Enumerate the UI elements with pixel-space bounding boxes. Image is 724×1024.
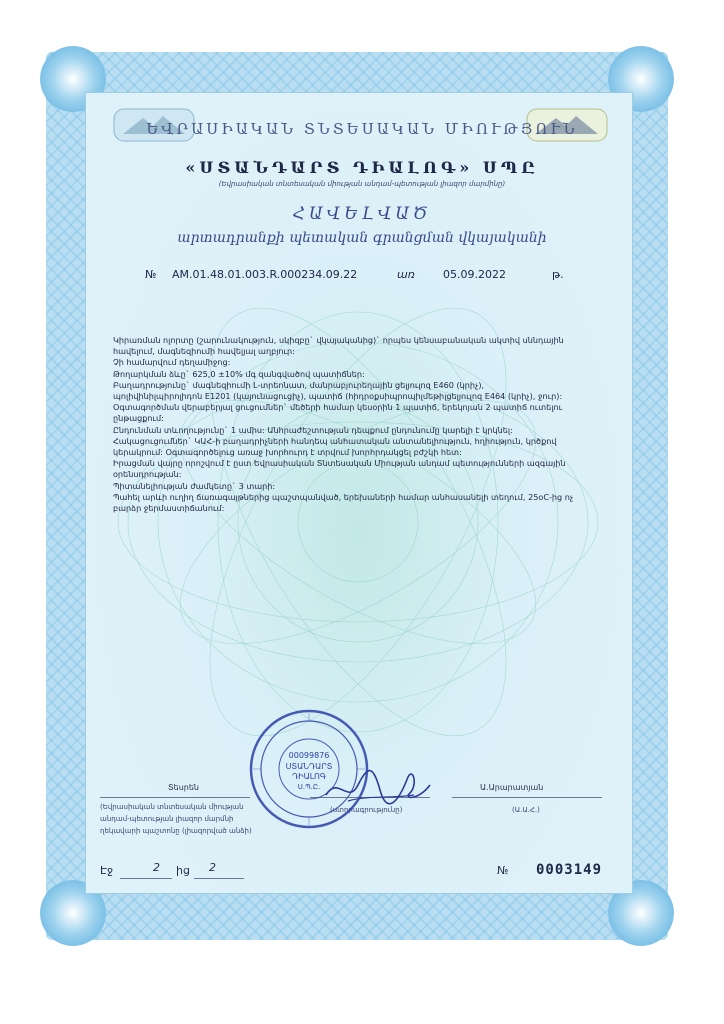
of-label: ից <box>176 864 190 877</box>
body-line: Չի համարվում դեղամիջոց: <box>113 357 231 368</box>
body-line: Հակացուցումներ` ԿԱՀ-ի բաղադրիչների հանդեպ անհատական անտանելիություն, հղիություն, կրծքով <box>113 435 557 446</box>
page-total: 2 <box>209 861 216 874</box>
body-line: բարձր ջերմաստիճանում: <box>113 503 225 514</box>
seal-letters: Ս.Պ.Ը. <box>297 783 321 791</box>
date-label: առ <box>397 268 415 281</box>
position-caption: անդամ-պետության լիազոր մարմնի <box>100 815 234 823</box>
seal-code: 00099876 <box>288 751 330 760</box>
signatory-name: Ա.Արարատյան <box>480 783 544 792</box>
serial-number: 0003149 <box>536 862 603 878</box>
handwritten-signature <box>318 755 438 815</box>
certificate-number: AM.01.48.01.003.R.000234.09.22 <box>172 268 358 281</box>
position-caption: ղեկավարի պաշտոնը (լիազորված անձի) <box>100 827 252 835</box>
body-line: օրենսդրության: <box>113 469 182 480</box>
seal-name: ՍՏԱՆԴԱՐՏ <box>285 762 333 771</box>
position-caption: (Եվրասիական տնտեսական միության <box>100 803 244 811</box>
certificate-subtitle: արտադրանքի պետական գրանցման վկայականի <box>177 230 547 246</box>
body-line: Բաղադրությունը` մագնեզիումի L-տրեոնատ, մանրաբյուրեղային ցելյուլոզ E460 (կրիչ), <box>113 379 485 390</box>
signature-line <box>452 797 602 798</box>
body-line: հավելում, մագնեզիումի հավելյալ աղբյուր: <box>113 346 295 357</box>
page-number: 2 <box>153 861 160 874</box>
body-line: Իրացման վայրը որոշվում է ըստ Եվրասիական Տնտեսական Միության անդամ պետությունների ազգային <box>113 458 566 469</box>
serial-sign: № <box>497 864 509 877</box>
certificate-date: 05.09.2022 <box>443 268 506 281</box>
body-line: կերակրում: Օգտագործելուց առաջ խորհուրդ է տրվում խորհրդակցել բժշկի հետ: <box>113 447 462 458</box>
company-note: (Եվրասիական տնտեսական միության անդամ-պետության լիազոր մարմինը) <box>218 180 506 188</box>
body-line: Կիրառման ոլորտը (շարունակություն, սկիզբը` վկայականից)` որպես կենսաբանական ակտիվ սննդային <box>113 335 564 345</box>
body-line: Օգտագործման վերաբերյալ ցուցումներ` մեծերի համար կեսօրին 1 պատիճ, երեկոյան 2 պատիճ ուտելու <box>113 402 563 413</box>
year-suffix: թ. <box>552 268 564 281</box>
number-sign: № <box>145 268 157 281</box>
seal-name: ԴԻԱԼՈԳ <box>292 772 326 781</box>
signature-line <box>100 797 250 798</box>
union-title: ԵՎՐԱՍԻԱԿԱՆ ՏՆՏԵՍԱԿԱՆ ՄԻՈՒԹՅՈՒՆ <box>146 120 578 138</box>
signature-caption: (ստորագրությունը) <box>330 806 403 814</box>
body-line: պոլիվինիլպիրոլիդոն E1201 (կայունացուցիչ), պատիճ (հիդրօքսիպրոպիլմեթիլցելյուլոզ E464 (կրիչ), ջուր): <box>113 391 563 402</box>
official-title: Տեսրեն <box>168 783 199 792</box>
page-line <box>194 878 244 879</box>
page-line <box>120 878 172 879</box>
body-line: ընթացքում: <box>113 413 164 424</box>
appendix-heading: ՀԱՎԵԼՎԱԾ <box>292 204 432 224</box>
name-caption: (Ա.Ա.Հ.) <box>512 806 540 814</box>
company-name: «ՍՏԱՆԴԱՐՏ ԴԻԱԼՈԳ» ՍՊԸ <box>185 158 539 177</box>
body-line: Ընդունման տևողությունը` 1 ամիս: Անհրաժեշտության դեպքում ընդունումը կարելի է կրկնել: <box>113 424 513 435</box>
appendix-body <box>113 335 583 514</box>
body-line: Պիտանելիության ժամկետը` 3 տարի: <box>113 480 276 491</box>
body-line: Պահել արևի ուղիղ ճառագայթներից պաշտպանված, երեխաների համար անհասանելի տեղում, 25oC-ից ոչ <box>113 491 574 502</box>
body-line: Թողարկման ձևը` 625,0 ±10% մգ զանգվածով պատիճներ: <box>113 368 365 379</box>
page-label: Էջ <box>100 864 114 877</box>
